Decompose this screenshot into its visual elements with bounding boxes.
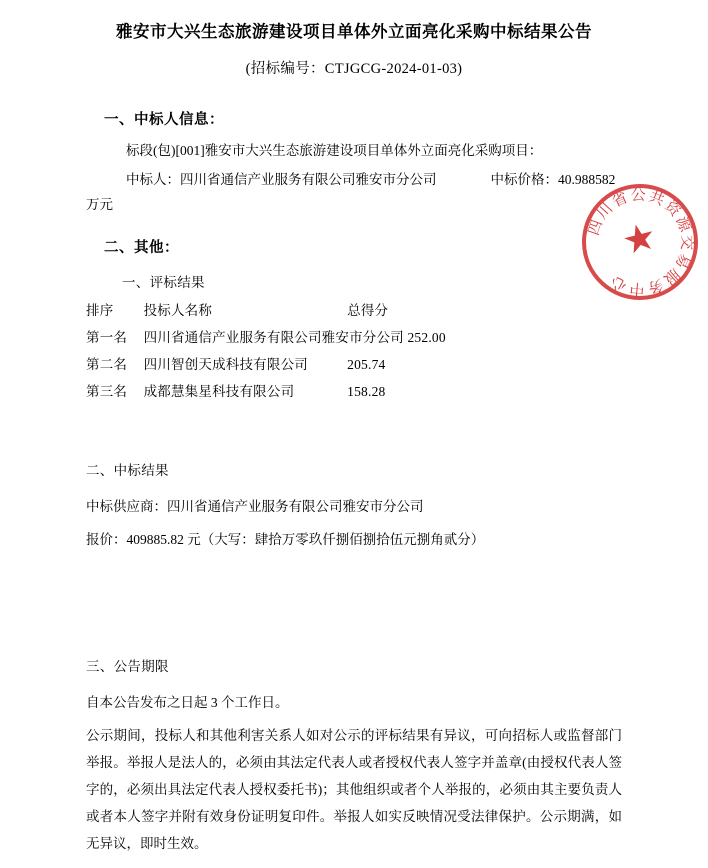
row-name: 四川省通信产业服务有限公司雅安市分公司: [143, 329, 404, 345]
svg-text:四川省公共资源交易服务中心: 四川省公共资源交易服务中心: [586, 187, 695, 297]
row-score: 252.00: [407, 329, 446, 345]
spacer: [86, 405, 622, 459]
column-header-score: 总得分: [347, 302, 389, 318]
section1-winner-row: [86, 168, 622, 193]
spacer: [86, 559, 622, 655]
section1-lot-line: 标段(包)[001]雅安市大兴生态旅游建设项目单体外立面亮化采购项目：: [126, 142, 543, 158]
section2-sub-heading: 一、评标结果: [122, 274, 205, 290]
row-name: 四川智创天成科技有限公司: [143, 356, 308, 372]
section3-supplier-line: 中标供应商：四川省通信产业服务有限公司雅安市分公司: [86, 498, 424, 514]
document-content: [0, 108, 708, 857]
row-rank: 第二名: [86, 356, 128, 372]
page-title: 雅安市大兴生态旅游建设项目单体外立面亮化采购中标结果公告: [116, 22, 592, 41]
row-name: 成都慧集星科技有限公司: [143, 383, 295, 399]
row-score: 205.74: [347, 356, 386, 372]
table-row: [86, 324, 622, 351]
section1-price-unit: 万元: [86, 196, 113, 212]
document-subtitle: (招标编号：CTJGCG-2024-01-03): [245, 60, 463, 77]
row-rank: 第三名: [86, 383, 128, 399]
row-score: 158.28: [347, 383, 386, 399]
winner-price: 中标价格：40.988582: [490, 171, 616, 187]
section4-notice-paragraph: 公示期间，投标人和其他利害关系人如对公示的评标结果有异议，可向招标人或监督部门举报。举报人是法人的，必须由其法定代表人或者授权代表人签字并盖章(由授权代表人签字的，必须出具法定代表人授权委托书)；其他组织或者个人举报的，必须由其主要负责人或者本人签字并附有效身份证明复印件。举报人如实反映情况受法律保护。公示期满，如无异议，即时生效。: [86, 727, 622, 851]
document-page: [0, 20, 708, 868]
winner-label: 中标人：四川省通信产业服务有限公司雅安市分公司: [126, 171, 437, 187]
section3-quote-line: 报价：409885.82 元（大写：肆拾万零玖仟捌佰捌拾伍元捌角贰分）: [86, 531, 485, 547]
column-header-rank: 排序: [86, 302, 114, 318]
table-row: [86, 378, 622, 405]
section4-period-line: 自本公告发布之日起 3 个工作日。: [86, 694, 289, 710]
section1-heading: 一、中标人信息：: [104, 111, 224, 128]
section3-heading: 二、中标结果: [86, 462, 169, 478]
table-row: [86, 351, 622, 378]
section2-heading: 二、其他：: [104, 239, 179, 256]
row-rank: 第一名: [86, 329, 128, 345]
column-header-name: 投标人名称: [143, 302, 213, 318]
section4-heading: 三、公告期限: [86, 658, 169, 674]
results-table-header: [86, 297, 622, 324]
